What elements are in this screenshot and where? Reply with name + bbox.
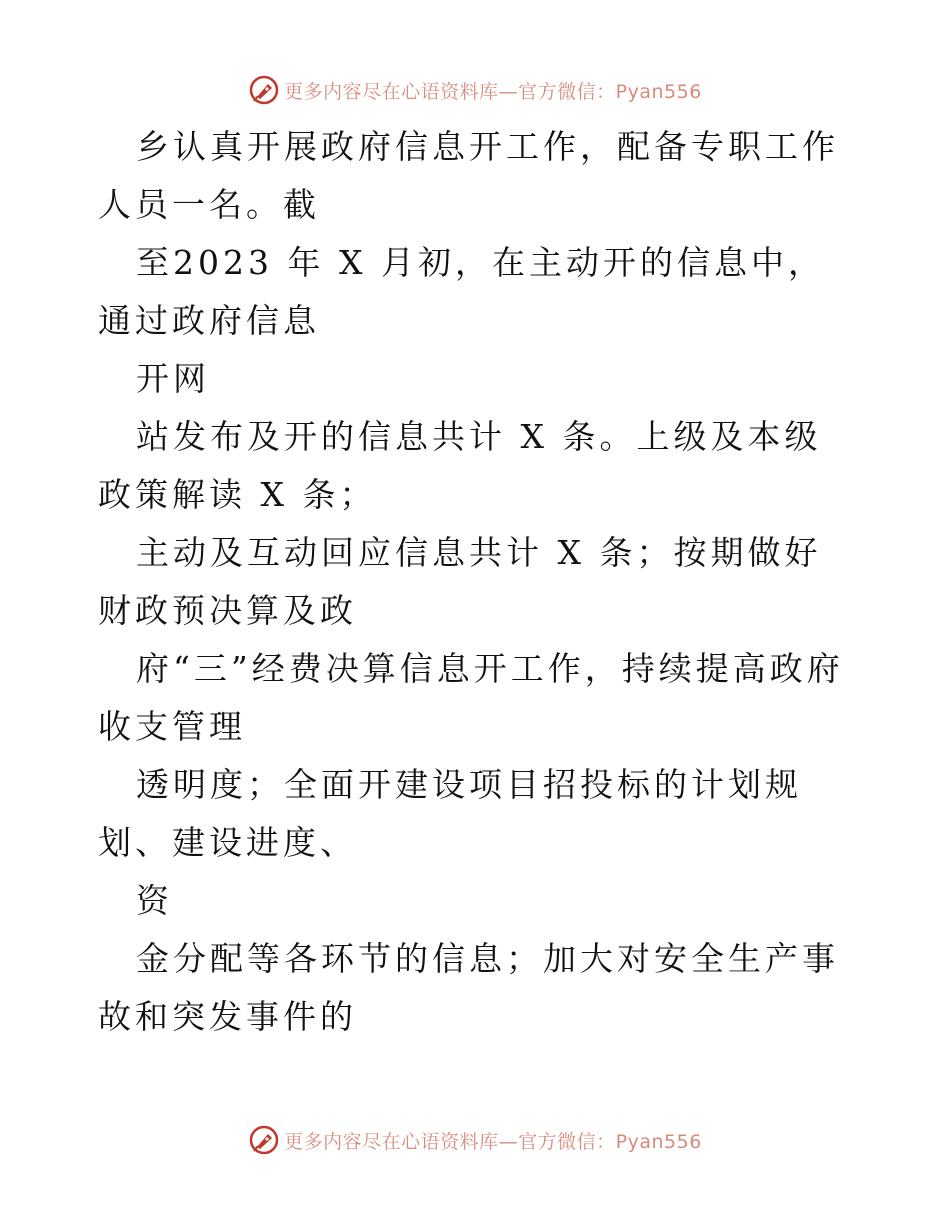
footer-banner xyxy=(0,1120,950,1160)
paragraph: 透明度；全面开建设项目招投标的计划规划、建设进度、 xyxy=(98,765,802,862)
paragraph: 主动及互动回应信息共计 X 条；按期做好财政预决算及政 xyxy=(98,533,822,630)
paragraph: 府“三”经费决算信息开工作，持续提高政府收支管理 xyxy=(98,649,844,746)
paragraph: 资 xyxy=(136,881,173,920)
header-banner-text: 更多内容尽在心语资料库—官方微信：Pyan556 xyxy=(284,80,702,103)
paragraph: 乡认真开展政府信息开工作，配备专职工作人员一名。截 xyxy=(98,127,839,224)
paragraph: 金分配等各环节的信息；加大对安全生产事故和突发事件的 xyxy=(98,939,839,1036)
pen-nib-logo-icon xyxy=(248,1124,280,1156)
document-body xyxy=(98,118,858,1046)
paragraph: 站发布及开的信息共计 X 条。上级及本级政策解读 X 条； xyxy=(98,417,822,514)
header-banner xyxy=(0,70,950,110)
pen-nib-logo-icon xyxy=(248,74,280,106)
paragraph: 至2023 年 X 月初，在主动开的信息中，通过政府信息 xyxy=(98,243,825,340)
paragraph: 开网 xyxy=(136,359,210,398)
footer-banner-text: 更多内容尽在心语资料库—官方微信：Pyan556 xyxy=(284,1130,702,1153)
